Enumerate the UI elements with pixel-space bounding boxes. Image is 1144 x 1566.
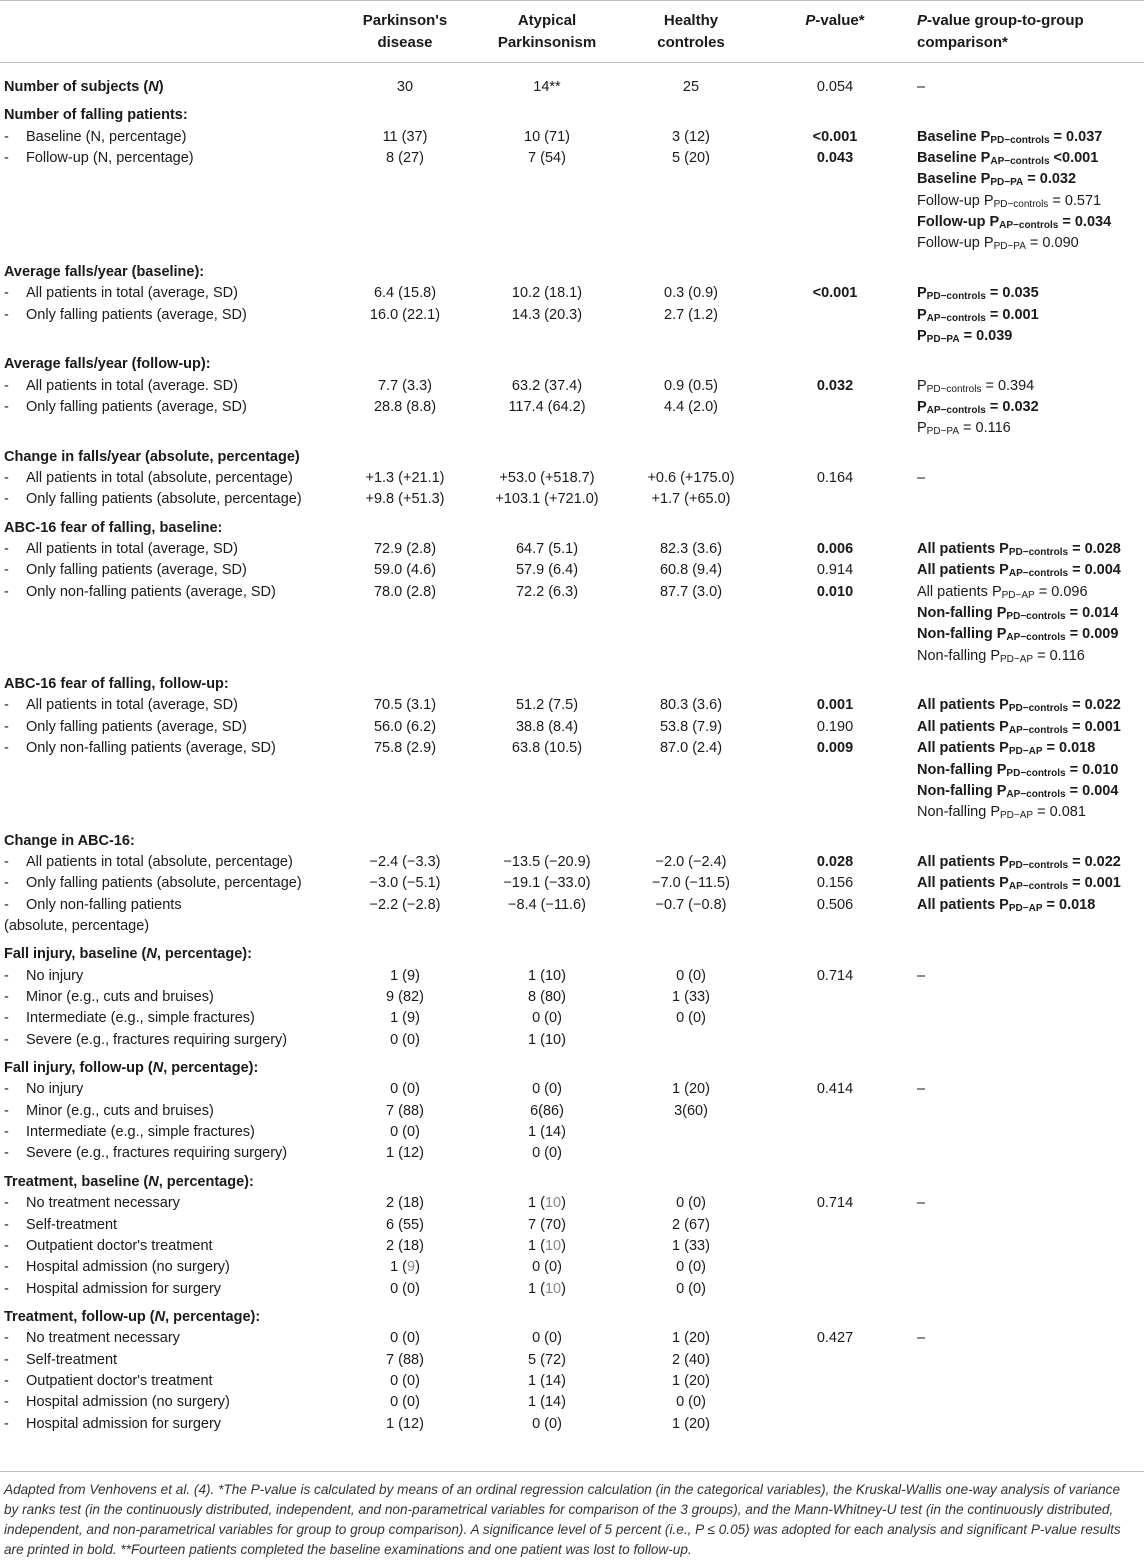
parkinsons-cell: 1 (9): [390, 1010, 420, 1027]
row-label: - Baseline (N, percentage): [4, 128, 187, 145]
parkinsons-cell: 7 (88): [386, 1102, 424, 1119]
table-row: [0, 1350, 1144, 1371]
atypical-cell: 1 (14): [528, 1124, 566, 1141]
parkinsons-cell: 30: [396, 79, 414, 95]
atypical-cell: 57.9 (6.4): [515, 562, 579, 579]
top-rule: [0, 0, 1144, 1]
row-label: - Only falling patients (absolute, percentage): [4, 491, 302, 508]
parkinsons-cell: 16.0 (22.1): [369, 306, 441, 323]
group-comparison-cell: Non-falling $P_{PD-AP} = 0.116$: [917, 647, 1085, 665]
healthy-cell: 2.7 (1.2): [664, 306, 718, 323]
table-row: [0, 376, 1144, 397]
pvalue-cell: 0.164: [816, 469, 854, 486]
row-label: - Only non-falling patients (average, SD): [4, 740, 276, 757]
section-label: Treatment, baseline (N, percentage):: [4, 1173, 254, 1190]
healthy-cell: −0.7 (−0.8): [655, 896, 727, 913]
group-comparison-cell: Baseline $P_{PD-PA} = 0.032$: [917, 171, 1077, 189]
table-row: [0, 1328, 1144, 1349]
table-row: [0, 966, 1144, 987]
row-label: - Outpatient doctor's treatment: [4, 1372, 213, 1389]
parkinsons-cell: 8 (27): [386, 150, 424, 167]
healthy-cell: 0 (0): [676, 1394, 706, 1411]
pvalue-cell: 0.054: [816, 79, 854, 95]
atypical-cell: 1 (10): [528, 1237, 566, 1254]
table-row: [0, 397, 1144, 418]
atypical-cell: 1 (10): [528, 1031, 566, 1048]
section-row: [0, 1172, 1144, 1193]
healthy-cell: 2 (67): [672, 1216, 710, 1233]
atypical-cell: 1 (14): [528, 1372, 566, 1389]
parkinsons-cell: 7 (88): [386, 1351, 424, 1368]
healthy-cell: −2.0 (−2.4): [655, 853, 727, 870]
pvalue-cell: 0.714: [816, 967, 854, 984]
section-row: [0, 105, 1144, 126]
row-label: - Hospital admission for surgery: [4, 1415, 222, 1432]
parkinsons-cell: 0 (0): [390, 1124, 420, 1141]
table-row: [0, 1279, 1144, 1300]
row-label: - Only falling patients (average, SD): [4, 562, 247, 579]
table-row: [0, 233, 1144, 254]
row-label: (absolute, percentage): [4, 917, 150, 934]
section-label: Average falls/year (follow-up):: [4, 356, 211, 373]
atypical-cell: 38.8 (8.4): [515, 718, 579, 735]
atypical-cell: −19.1 (−33.0): [503, 875, 591, 892]
atypical-cell: 14**: [533, 79, 561, 95]
group-comparison-cell: Non-falling $P_{PD-controls} = 0.014$: [917, 605, 1119, 623]
group-comparison-cell: All patients $P_{PD-AP} = 0.018$: [917, 896, 1096, 914]
healthy-cell: +0.6 (+175.0): [647, 469, 735, 486]
table-row: [0, 1143, 1144, 1164]
healthy-cell: 87.0 (2.4): [659, 740, 723, 757]
row-label: - Minor (e.g., cuts and bruises): [4, 989, 214, 1005]
parkinsons-cell: 7.7 (3.3): [378, 377, 432, 394]
header-parkinsons: Parkinson's disease: [362, 12, 448, 51]
header-group-comparison: P-value group-to-group comparison*: [917, 12, 1084, 51]
table-row: [0, 873, 1144, 894]
table-row: [0, 418, 1144, 439]
healthy-cell: 0 (0): [676, 967, 706, 984]
parkinsons-cell: 59.0 (4.6): [373, 562, 437, 579]
table-row: [0, 738, 1144, 759]
table-row: [0, 1008, 1144, 1029]
healthy-cell: 0 (0): [676, 1010, 706, 1027]
group-comparison-cell: –: [917, 469, 926, 486]
pvalue-cell: 0.190: [816, 718, 854, 735]
section-label: Number of subjects (N): [4, 79, 164, 95]
table-footnote: Adapted from Venhovens et al. (4). *The P-value is calculated by means of an ordinal regression calculation (in the categorical variables), the Kruskal-Wallis one-way analysis of variance by ranks test (in the continuously distributed, independent, and non-parametrical variables for comparison of the 3 groups), and the Mann-Whitney-U test (in the continuously distributed, independent, and non-parametrical variables for group to group comparison). A significance level of 5 percent (i.e., P ≤ 0.05) was adopted for each analysis and significant P-value results are printed in bold. **Fourteen patients completed the baseline examinations and one patient was lost to follow-up.: [4, 1482, 1121, 1557]
table-row: [0, 1257, 1144, 1278]
group-comparison-cell: $P_{PD-controls} = 0.035$: [917, 285, 1039, 303]
group-comparison-cell: All patients $P_{PD-controls} = 0.028$: [917, 541, 1121, 558]
table-row: [0, 468, 1144, 489]
parkinsons-cell: −3.0 (−5.1): [369, 875, 441, 892]
pvalue-cell: 0.001: [816, 697, 854, 714]
parkinsons-cell: 0 (0): [390, 1372, 420, 1389]
healthy-cell: 0.9 (0.5): [664, 377, 718, 394]
table-row: [0, 717, 1144, 738]
healthy-cell: 1 (20): [672, 1081, 710, 1098]
pvalue-cell: 0.414: [816, 1081, 854, 1098]
healthy-cell: 0.3 (0.9): [664, 285, 718, 302]
parkinsons-cell: 9 (82): [386, 989, 424, 1005]
row-label: - All patients in total (average, SD): [4, 285, 238, 302]
table-row: [0, 1122, 1144, 1143]
row-label: - Severe (e.g., fractures requiring surgery): [4, 1145, 288, 1162]
pvalue-cell: 0.032: [816, 377, 854, 394]
healthy-cell: −7.0 (−11.5): [652, 875, 730, 892]
table-row: [0, 560, 1144, 581]
atypical-cell: −8.4 (−11.6): [508, 896, 586, 913]
section-label: ABC-16 fear of falling, baseline:: [4, 519, 223, 536]
group-comparison-cell: Follow-up $P_{PD-controls} = 0.571$: [917, 192, 1102, 210]
section-label: Change in falls/year (absolute, percentage): [4, 448, 300, 465]
group-comparison-cell: Non-falling $P_{PD-controls} = 0.010$: [917, 761, 1119, 779]
section-row: [0, 262, 1144, 283]
table-row: [0, 603, 1144, 624]
section-label: Treatment, follow-up (N, percentage):: [4, 1308, 261, 1325]
table-row: [0, 539, 1144, 560]
table-row: [0, 646, 1144, 667]
group-comparison-cell: All patients $P_{AP-controls} = 0.001$: [917, 875, 1121, 893]
section-label: Number of falling patients:: [4, 107, 188, 124]
group-comparison-cell: –: [917, 1195, 926, 1212]
row-label: - Self-treatment: [4, 1216, 118, 1233]
pvalue-cell: 0.914: [816, 562, 854, 579]
parkinsons-cell: 2 (18): [386, 1237, 424, 1254]
table-row: [0, 781, 1144, 802]
group-comparison-cell: All patients $P_{PD-controls} = 0.022$: [917, 853, 1121, 871]
table-row: [0, 1414, 1144, 1435]
pvalue-cell: 0.506: [816, 896, 854, 913]
table-row: [0, 1079, 1144, 1100]
parkinsons-cell: 0 (0): [390, 1081, 420, 1098]
row-label: - No injury: [4, 967, 84, 984]
healthy-cell: +1.7 (+65.0): [651, 491, 731, 508]
table-row: [0, 283, 1144, 304]
group-comparison-cell: All patients $P_{PD-controls} = 0.022$: [917, 697, 1121, 715]
row-label: - Follow-up (N, percentage): [4, 150, 194, 167]
row-label: - Hospital admission for surgery: [4, 1280, 222, 1297]
group-comparison-cell: $P_{PD-controls} = 0.394$: [917, 377, 1035, 395]
header-pvalue: P-value*: [805, 12, 865, 29]
section-label: Fall injury, baseline (N, percentage):: [4, 946, 252, 963]
atypical-cell: 6(86): [530, 1102, 564, 1119]
pvalue-cell: 0.009: [816, 740, 854, 757]
parkinsons-cell: 6.4 (15.8): [373, 285, 437, 302]
parkinsons-cell: +1.3 (+21.1): [365, 469, 445, 486]
parkinsons-cell: 56.0 (6.2): [373, 718, 437, 735]
section-row: [0, 1307, 1144, 1328]
table-row: [0, 212, 1144, 233]
group-comparison-cell: –: [917, 967, 926, 984]
pvalue-cell: <0.001: [812, 285, 858, 302]
atypical-cell: 8 (80): [528, 989, 566, 1005]
atypical-cell: 72.2 (6.3): [515, 583, 579, 600]
section-row: [0, 944, 1144, 965]
healthy-cell: 80.3 (3.6): [659, 697, 723, 714]
healthy-cell: 0 (0): [676, 1280, 706, 1297]
group-comparison-cell: All patients $P_{AP-controls} = 0.001$: [917, 718, 1121, 736]
pvalue-cell: <0.001: [812, 128, 858, 145]
row-label: - Self-treatment: [4, 1351, 118, 1368]
atypical-cell: 1 (10): [528, 1280, 566, 1297]
parkinsons-cell: 72.9 (2.8): [373, 541, 437, 557]
row-label: - All patients in total (average. SD): [4, 377, 238, 394]
parkinsons-cell: 1 (12): [386, 1415, 424, 1432]
bottom-rule: [0, 1471, 1144, 1472]
row-label: - Intermediate (e.g., simple fractures): [4, 1124, 255, 1141]
pvalue-cell: 0.028: [816, 853, 854, 870]
section-row: [0, 674, 1144, 695]
healthy-cell: 25: [682, 79, 700, 95]
table-row: [0, 1101, 1144, 1122]
atypical-cell: 0 (0): [532, 1259, 562, 1276]
group-comparison-cell: Follow-up $P_{AP-controls} = 0.034$: [917, 214, 1112, 232]
table-row: [0, 624, 1144, 645]
parkinsons-cell: −2.4 (−3.3): [369, 853, 441, 870]
table-row: [0, 191, 1144, 212]
pvalue-cell: 0.427: [816, 1330, 854, 1347]
table-row: [0, 695, 1144, 716]
parkinsons-cell: 78.0 (2.8): [373, 583, 437, 600]
group-comparison-cell: –: [917, 79, 926, 95]
table-row: [0, 582, 1144, 603]
atypical-cell: 10.2 (18.1): [511, 285, 583, 302]
row-label: - All patients in total (average, SD): [4, 697, 238, 714]
parkinsons-cell: 28.8 (8.8): [373, 398, 437, 415]
parkinsons-cell: 70.5 (3.1): [373, 697, 437, 714]
parkinsons-cell: 1 (12): [386, 1145, 424, 1162]
row-label: - Hospital admission (no surgery): [4, 1259, 230, 1276]
section-label: Fall injury, follow-up (N, percentage):: [4, 1060, 259, 1077]
atypical-cell: 10 (71): [524, 128, 570, 145]
table-row: [0, 916, 1144, 937]
table-row: [0, 1236, 1144, 1257]
atypical-cell: 64.7 (5.1): [515, 541, 579, 557]
atypical-cell: 1 (10): [528, 967, 566, 984]
atypical-cell: 7 (54): [528, 150, 566, 167]
parkinsons-cell: +9.8 (+51.3): [365, 491, 445, 508]
atypical-cell: +53.0 (+518.7): [499, 469, 595, 486]
pvalue-cell: 0.010: [816, 583, 854, 600]
healthy-cell: 1 (20): [672, 1415, 710, 1432]
healthy-cell: 0 (0): [676, 1259, 706, 1276]
section-label: Change in ABC-16:: [4, 832, 135, 849]
table-row: [0, 1392, 1144, 1413]
row-label: - Intermediate (e.g., simple fractures): [4, 1010, 255, 1027]
row-label: - Only falling patients (absolute, percentage): [4, 875, 302, 892]
group-comparison-cell: $P_{AP-controls} = 0.032$: [917, 398, 1039, 416]
healthy-cell: 3 (12): [672, 128, 710, 145]
atypical-cell: 0 (0): [532, 1010, 562, 1027]
row-label: - All patients in total (absolute, percentage): [4, 469, 293, 486]
group-comparison-cell: Baseline $P_{AP-controls} <0.001$: [917, 150, 1099, 168]
parkinsons-cell: 6 (55): [386, 1216, 424, 1233]
row-label: - All patients in total (average, SD): [4, 541, 238, 557]
group-comparison-cell: Non-falling $P_{AP-controls} = 0.004$: [917, 782, 1119, 800]
atypical-cell: 0 (0): [532, 1415, 562, 1432]
row-label: - Hospital admission (no surgery): [4, 1394, 230, 1411]
parkinsons-cell: 0 (0): [390, 1280, 420, 1297]
row-label: - Only falling patients (average, SD): [4, 306, 247, 323]
atypical-cell: 63.2 (37.4): [511, 377, 583, 394]
healthy-cell: 2 (40): [672, 1351, 710, 1368]
section-row: [0, 831, 1144, 852]
row-label: - Only non-falling patients (average, SD): [4, 583, 276, 600]
row-label: - No injury: [4, 1081, 84, 1098]
row-label: - Only falling patients (average, SD): [4, 398, 247, 415]
healthy-cell: 1 (20): [672, 1330, 710, 1347]
section-label: ABC-16 fear of falling, follow-up:: [4, 676, 229, 693]
row-label: - Outpatient doctor's treatment: [4, 1237, 213, 1254]
table-row: [0, 305, 1144, 326]
row-label: - All patients in total (absolute, percentage): [4, 853, 293, 870]
atypical-cell: 7 (70): [528, 1216, 566, 1233]
atypical-cell: 0 (0): [532, 1081, 562, 1098]
healthy-cell: 5 (20): [672, 150, 710, 167]
header-atypical: Atypical Parkinsonism: [497, 12, 597, 51]
healthy-cell: 87.7 (3.0): [659, 583, 723, 600]
row-label: - Minor (e.g., cuts and bruises): [4, 1102, 214, 1119]
section-label: Average falls/year (baseline):: [4, 263, 205, 280]
atypical-cell: +103.1 (+721.0): [495, 491, 599, 508]
table-row: [0, 852, 1144, 873]
atypical-cell: 5 (72): [528, 1351, 566, 1368]
group-comparison-cell: All patients $P_{PD-AP} = 0.018$: [917, 740, 1096, 758]
pvalue-cell: 0.714: [816, 1195, 854, 1212]
healthy-cell: 1 (33): [672, 989, 710, 1005]
table-row: [0, 169, 1144, 190]
table-row: [0, 760, 1144, 781]
row-label: - No treatment necessary: [4, 1195, 180, 1212]
atypical-cell: 14.3 (20.3): [511, 306, 583, 323]
table-row: [0, 1371, 1144, 1392]
section-row: [0, 447, 1144, 468]
healthy-cell: 4.4 (2.0): [664, 398, 718, 415]
row-label: - Only falling patients (average, SD): [4, 718, 247, 735]
atypical-cell: 0 (0): [532, 1145, 562, 1162]
group-comparison-cell: –: [917, 1330, 926, 1347]
group-comparison-cell: All patients $P_{PD-AP} = 0.096$: [917, 583, 1088, 601]
table-row: [0, 148, 1144, 169]
group-comparison-cell: Non-falling $P_{PD-AP} = 0.081$: [917, 804, 1086, 822]
table-row: [0, 1193, 1144, 1214]
parkinsons-cell: 0 (0): [390, 1330, 420, 1347]
parkinsons-cell: −2.2 (−2.8): [369, 896, 441, 913]
atypical-cell: −13.5 (−20.9): [503, 853, 591, 870]
parkinsons-cell: 2 (18): [386, 1195, 424, 1212]
healthy-cell: 3(60): [674, 1102, 708, 1119]
atypical-cell: 117.4 (64.2): [508, 398, 586, 415]
table-row: [0, 802, 1144, 823]
parkinsons-cell: 0 (0): [390, 1394, 420, 1411]
healthy-cell: 1 (20): [672, 1372, 710, 1389]
healthy-cell: 82.3 (3.6): [659, 541, 723, 557]
atypical-cell: 63.8 (10.5): [511, 740, 583, 757]
section-row: [0, 354, 1144, 375]
pvalue-cell: 0.006: [816, 541, 854, 557]
parkinsons-cell: 75.8 (2.9): [373, 740, 437, 757]
group-comparison-cell: $P_{PD-PA} = 0.116$: [917, 420, 1011, 438]
group-comparison-cell: –: [917, 1081, 926, 1098]
healthy-cell: 60.8 (9.4): [659, 562, 723, 579]
group-comparison-cell: All patients $P_{AP-controls} = 0.004$: [917, 562, 1121, 580]
pvalue-cell: 0.043: [816, 150, 854, 167]
section-row: [0, 1058, 1144, 1079]
atypical-cell: 0 (0): [532, 1330, 562, 1347]
parkinsons-cell: 0 (0): [390, 1031, 420, 1048]
row-label: - No treatment necessary: [4, 1330, 180, 1347]
healthy-cell: 53.8 (7.9): [659, 718, 723, 735]
parkinsons-cell: 1 (9): [390, 1259, 420, 1276]
atypical-cell: 1 (14): [528, 1394, 566, 1411]
row-label: - Only non-falling patients: [4, 896, 182, 913]
group-comparison-cell: $P_{PD-PA} = 0.039$: [917, 327, 1013, 345]
parkinsons-cell: 11 (37): [382, 128, 428, 145]
row-label: - Severe (e.g., fractures requiring surgery): [4, 1031, 288, 1048]
atypical-cell: 1 (10): [528, 1195, 566, 1212]
table-row: [0, 895, 1144, 916]
table-row: [0, 489, 1144, 510]
table-row: [0, 987, 1144, 1008]
group-comparison-cell: Baseline $P_{PD-controls} = 0.037$: [917, 128, 1103, 146]
pvalue-cell: 0.156: [816, 875, 854, 892]
healthy-cell: 1 (33): [672, 1237, 710, 1254]
section-row: [0, 518, 1144, 539]
group-comparison-cell: $P_{AP-controls} = 0.001$: [917, 306, 1039, 324]
header-rule: [0, 62, 1144, 63]
header-healthy: Healthy controles: [657, 12, 725, 51]
group-comparison-cell: Non-falling $P_{AP-controls} = 0.009$: [917, 626, 1119, 644]
group-comparison-cell: Follow-up $P_{PD-PA} = 0.090$: [917, 235, 1079, 253]
table-row: [0, 127, 1144, 148]
table-row: [0, 326, 1144, 347]
healthy-cell: 0 (0): [676, 1195, 706, 1212]
table-row: [0, 1030, 1144, 1051]
parkinsons-cell: 1 (9): [390, 967, 420, 984]
atypical-cell: 51.2 (7.5): [515, 697, 579, 714]
table-row: [0, 1215, 1144, 1236]
section-row: [0, 77, 1144, 98]
